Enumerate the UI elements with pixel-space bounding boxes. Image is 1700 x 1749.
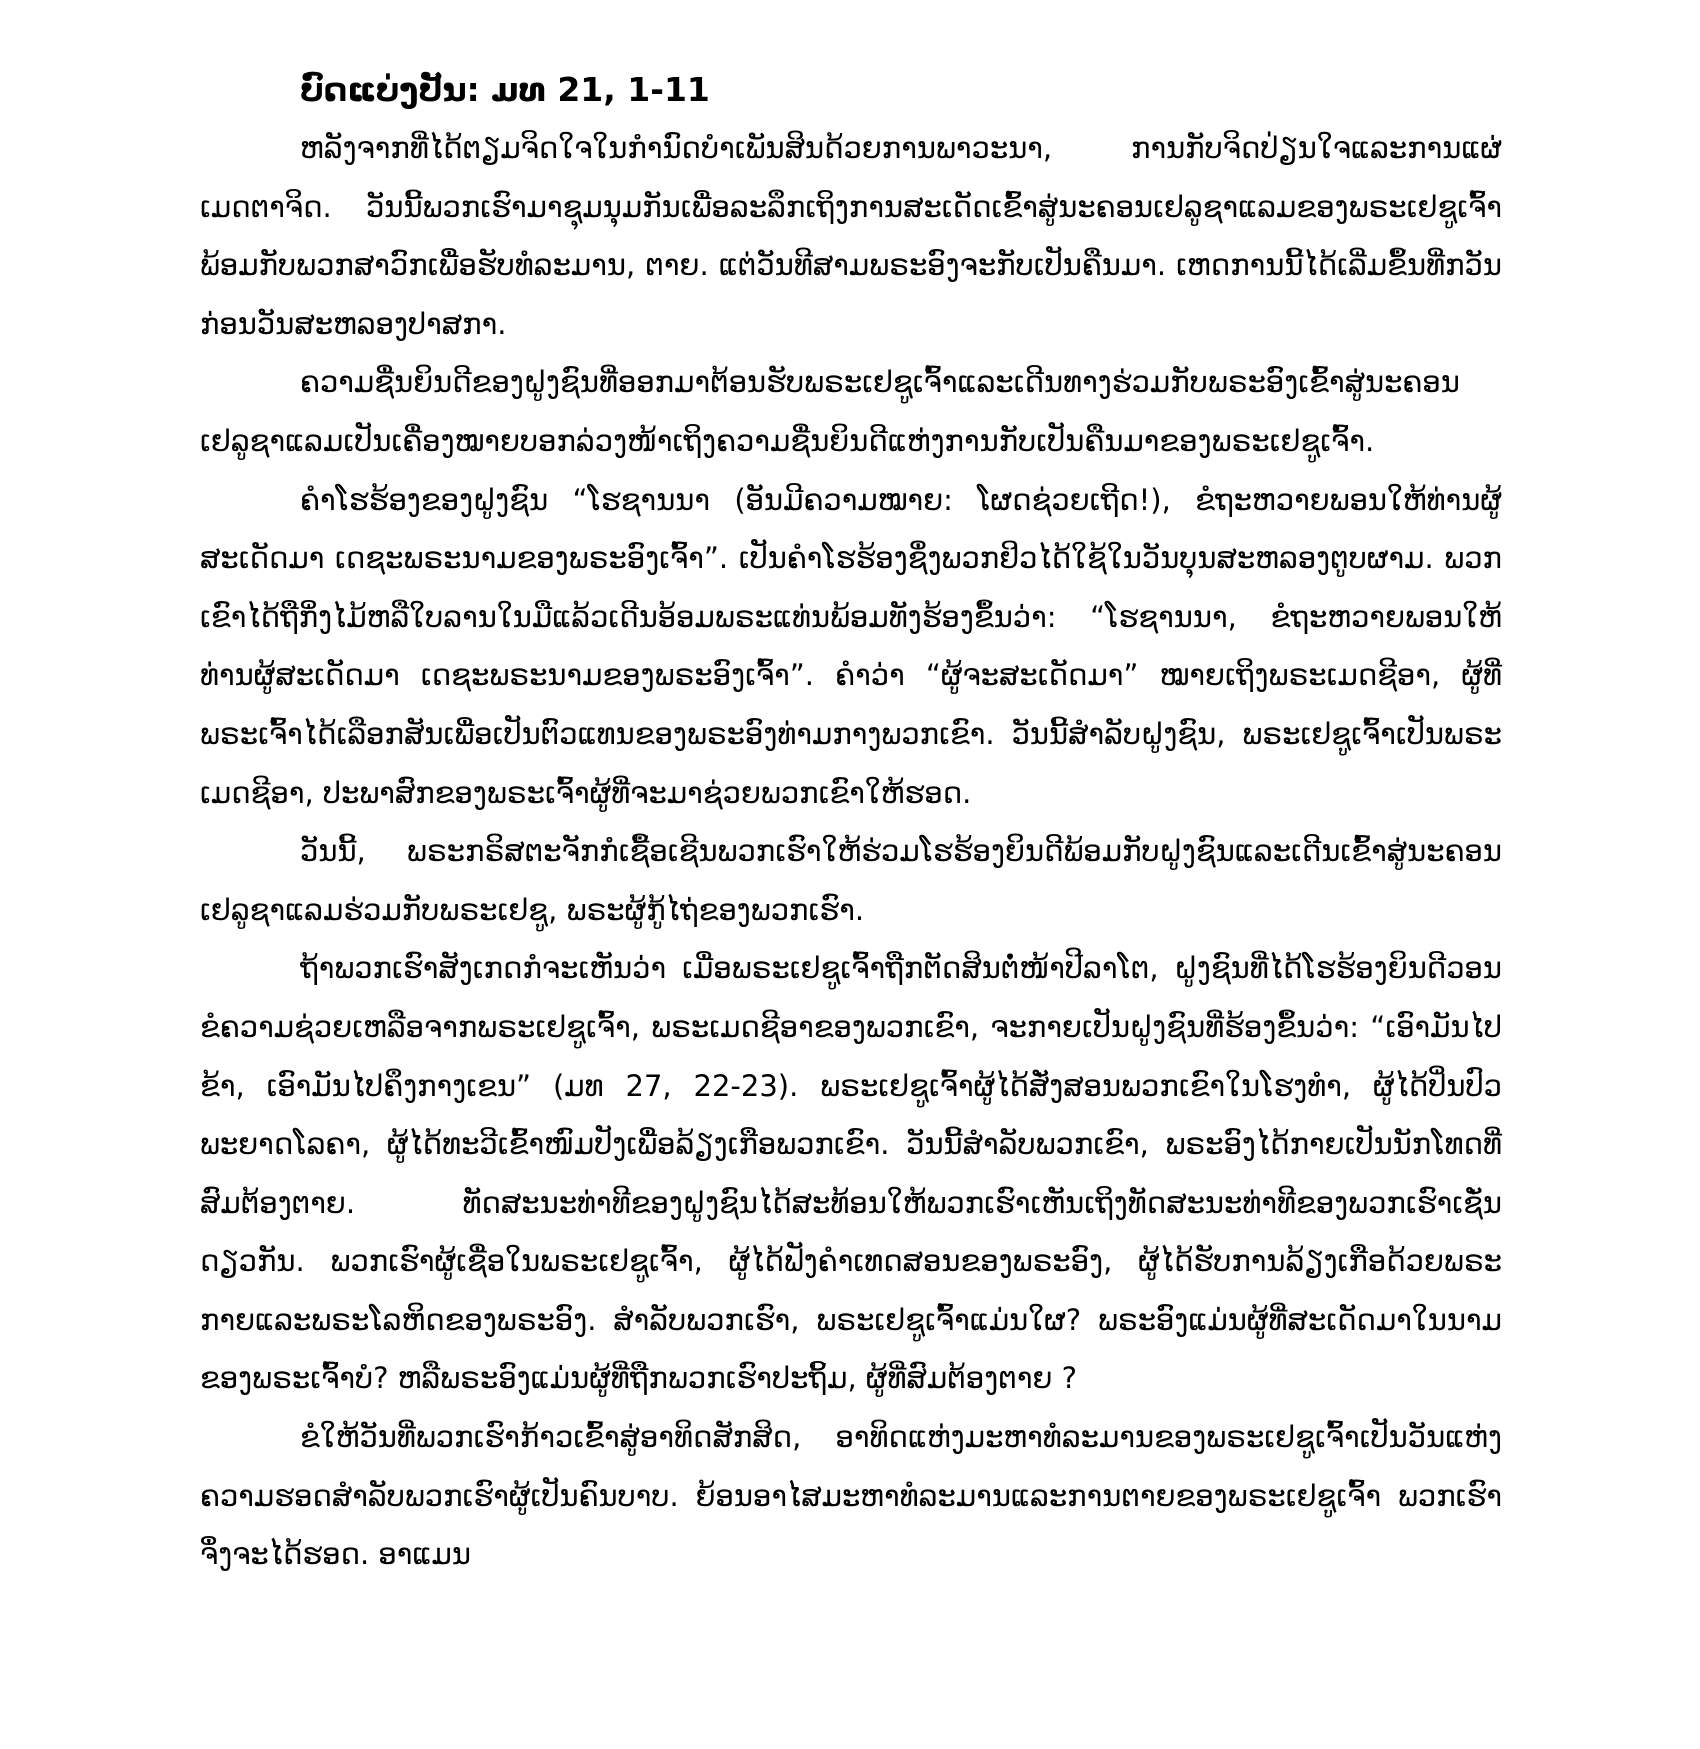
paragraph-hosanna: ຄໍາໂຮຮ້ອງຂອງຝູງຊົນ “ໂຮຊານນາ (ອັນມີຄວາມໝາຍ: ໂຜດຊ່ວຍເຖີດ!), ຂໍຖະຫວາຍພອນໃຫ້ທ່ານຜູ້ສະເດັດມາ ເດຊະພຣະນາມຂອງພຣະອົງເຈົ້າ”. ເປັນຄໍາໂຮຮ້ອງຊຶ່ງພວກຢິວໄດ້ໃຊ້ໃນວັນບຸນສະຫລອງຕູບຜາມ. ພວກເຂົາໄດ້ຖືກິ່ງໄມ້ຫລືໃບລານໃນມືແລ້ວເດີນອ້ອມພຣະແທ່ນພ້ອມທັງຮ້ອງຂຶ້ນວ່າ: “ໂຮຊານນາ, ຂໍຖະຫວາຍພອນໃຫ້ທ່ານຜູ້ສະເດັດມາ ເດຊະພຣະນາມຂອງພຣະອົງເຈົ້າ”. ຄໍາວ່າ “ຜູ້ຈະສະເດັດມາ” ໝາຍເຖິງພຣະເມດຊີອາ, ຜູ້ທີ່ພຣະເຈົ້າໄດ້ເລືອກສັນເພື່ອເປັນຕົວແທນຂອງພຣະອົງທ່າມກາງພວກເຂົາ. ວັນນີ້ສໍາລັບຝູງຊົນ, ພຣະເຢຊູເຈົ້າເປັນພຣະເມດຊີອາ, ປະພາສົກຂອງພຣະເຈົ້າຜູ້ທີ່ຈະມາຊ່ວຍພວກເຂົາໃຫ້ຮອດ. bbox=[200, 482, 1502, 810]
paragraph-closing: ຂໍໃຫ້ວັນທີ່ພວກເຮົາກ້າວເຂົ້າສູ່ອາທິດສັກສິດ, ອາທິດແຫ່ງມະຫາທໍລະມານຂອງພຣະເຢຊູເຈົ້າເປັນວັນແຫ່ງຄວາມຮອດສໍາລັບພວກເຮົາຜູ້ເປັນຄົນບາບ. ຍ້ອນອາໄສມະຫາທໍລະມານແລະການຕາຍຂອງພຣະເຢຊູເຈົ້າ ພວກເຮົາຈຶ່ງຈະໄດ້ຮອດ. ອາແມນ bbox=[200, 1420, 1502, 1572]
document-title: ບົດແບ່ງປັນ: ມທ 21, 1-11 bbox=[300, 70, 710, 109]
paragraph-intro: ຫລັງຈາກທີ່ໄດ້ຕຽມຈິດໃຈໃນກໍານົດບໍາເພັນສິນດ້ວຍການພາວະນາ, ການກັບຈິດປ່ຽນໃຈແລະການແຜ່ເມດຕາຈິດ. ວັນນີ້ພວກເຮົາມາຊຸມນຸມກັນເພື່ອລະລຶກເຖິງການສະເດັດເຂົ້າສູ່ນະຄອນເຢລູຊາແລມຂອງພຣະເຢຊູເຈົ້າພ້ອມກັບພວກສາວົກເພື່ອຮັບທໍລະມານ, ຕາຍ. ແຕ່ວັນທີສາມພຣະອົງຈະກັບເປັນຄືນມາ. ເຫດການນີ້ໄດ້ເລີ່ມຂຶ້ນທີ່ກວັນກ່ອນວັນສະຫລອງປາສກາ. bbox=[200, 131, 1502, 341]
paragraph-crowd-joy: ຄວາມຊື່ນຍິນດີຂອງຝູງຊົນທີ່ອອກມາຕ້ອນຮັບພຣະເຢຊູເຈົ້າແລະເດີນທາງຮ່ວມກັບພຣະອົງເຂົ້າສູ່ນະຄອນເຢລູຊາແລມເປັນເຄື່ອງໝາຍບອກລ່ວງໜ້າເຖິງຄວາມຊື່ນຍິນດີແຫ່ງການກັບເປັນຄືນມາຂອງພຣະເຢຊູເຈົ້າ. bbox=[200, 365, 1460, 458]
document-body bbox=[200, 62, 1502, 1584]
paragraph-reflection: ຖ້າພວກເຮົາສັງເກດກໍຈະເຫັນວ່າ ເມື່ອພຣະເຢຊູເຈົ້າຖືກຕັດສິນຕໍ່ໜ້າປີລາໂຕ, ຝູງຊົນທີ່ໄດ້ໂຮຮ້ອງຍິນດີວອນຂໍຄວາມຊ່ວຍເຫລືອຈາກພຣະເຢຊູເຈົ້າ, ພຣະເມດຊີອາຂອງພວກເຂົາ, ຈະກາຍເປັນຝູງຊົນທີ່ຮ້ອງຂຶ້ນວ່າ: “ເອົາມັນໄປຂ້າ, ເອົາມັນໄປຄຶງກາງເຂນ” (ມທ 27, 22-23). ພຣະເຢຊູເຈົ້າຜູ້ໄດ້ສັ່ງສອນພວກເຂົາໃນໂຮງທໍາ, ຜູ້ໄດ້ປິ່ນປົວພະຍາດໂລຄາ, ຜູ້ໄດ້ທະວີເຂົ້າໜົມປັງເພື່ອລ້ຽງເກືອພວກເຂົາ. ວັນນີ້ສໍາລັບພວກເຂົາ, ພຣະອົງໄດ້ກາຍເປັນນັກໂທດທີ່ສົມຕ້ອງຕາຍ. ທັດສະນະທ່າທີຂອງຝູງຊົນໄດ້ສະທ້ອນໃຫ້ພວກເຮົາເຫັນເຖິງທັດສະນະທ່າທີຂອງພວກເຮົາເຊັ່ນດຽວກັນ. ພວກເຮົາຜູ້ເຊື່ອໃນພຣະເຢຊູເຈົ້າ, ຜູ້ໄດ້ຟັງຄໍາເທດສອນຂອງພຣະອົງ, ຜູ້ໄດ້ຮັບການລ້ຽງເກືອດ້ວຍພຣະກາຍແລະພຣະໂລຫິດຂອງພຣະອົງ. ສໍາລັບພວກເຮົາ, ພຣະເຢຊູເຈົ້າແມ່ນໃຜ? ພຣະອົງແມ່ນຜູ້ທີ່ສະເດັດມາໃນນາມຂອງພຣະເຈົ້າບໍ? ຫລືພຣະອົງແມ່ນຜູ້ທີ່ຖືກພວກເຮົາປະຖິ້ມ, ຜູ້ທີ່ສົມຕ້ອງຕາຍ ? bbox=[200, 951, 1502, 1396]
paragraph-church-invitation: ວັນນີ້, ພຣະກຣິສຕະຈັກກໍເຊື້ອເຊີນພວກເຮົາໃຫ້ຮ່ວມໂຮຮ້ອງຍິນດີພ້ອມກັບຝູງຊົນແລະເດີນເຂົ້າສູ່ນະຄອນເຢລູຊາແລມຮ່ວມກັບພຣະເຢຊູ, ພຣະຜູ້ກູ້ໄຖ່ຂອງພວກເຮົາ. bbox=[200, 834, 1502, 927]
